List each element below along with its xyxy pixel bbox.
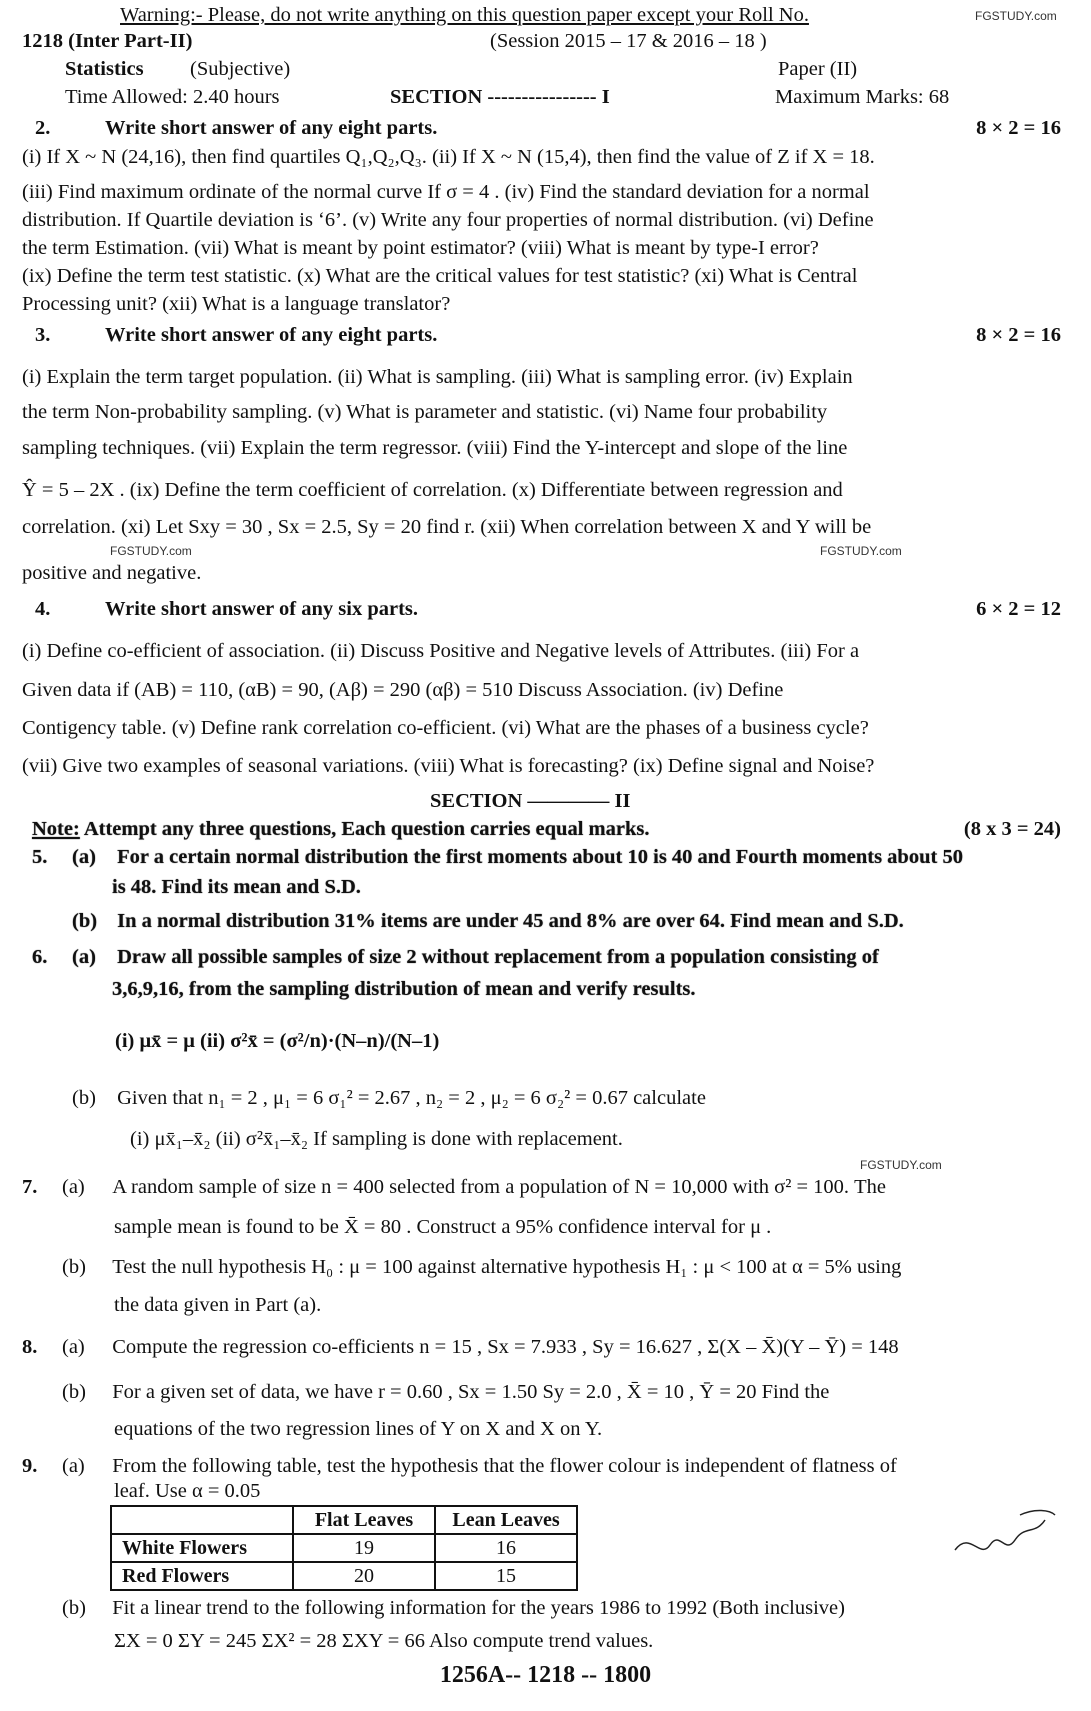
subject-type: (Subjective) [190,58,291,80]
q4-marks: 6 × 2 = 12 [976,598,1061,620]
q2-line: distribution. If Quartile deviation is ‘6’. (v) Write any four properties of normal distribution. (vi) Define [22,209,874,231]
q6a: 6. (a) Draw all possible samples of size 2 without replacement from a population consisting of [32,946,879,968]
q3-heading: 3. Write short answer of any eight parts. [35,324,438,346]
q3-line: sampling techniques. (vii) Explain the term regressor. (viii) Find the Y-intercept and slope of the line [22,437,848,459]
q4-line: Given data if (AB) = 110, (αB) = 90, (Aβ) = 290 (αβ) = 510 Discuss Association. (iv) Define [22,679,784,701]
time-allowed: Time Allowed: 2.40 hours [65,86,280,108]
section-2-note: Note: Attempt any three questions, Each question carries equal marks. [32,818,650,840]
warning: Warning:- Please, do not write anything on this question paper except your Roll No. [120,4,809,26]
watermark: FGSTUDY.com [110,544,192,558]
q3-line: correlation. (xi) Let Sxy = 30 , Sx = 2.5, Sy = 20 find r. (xii) When correlation between X and Y will be [22,516,872,538]
q6b: (b) Given that n₁ = 2 , μ₁ = 6 σ₁² = 2.67 , n₂ = 2 , μ₂ = 6 σ₂² = 0.67 calculate [72,1087,706,1109]
q3-line: the term Non-probability sampling. (v) What is parameter and statistic. (vi) Name four probability [22,401,828,423]
q3-line: Ŷ = 5 – 2X . (ix) Define the term coefficient of correlation. (x) Differentiate between regression and [22,479,843,501]
q5a: 5. (a) For a certain normal distribution the first moments about 10 is 40 and Fourth moments about 50 [32,846,963,868]
q3-marks: 8 × 2 = 16 [976,324,1061,346]
q5b: (b) In a normal distribution 31% items are under 45 and 8% are over 64. Find mean and S.D. [72,910,904,932]
table-row: White Flowers 19 16 [111,1534,577,1562]
q2-marks: 8 × 2 = 16 [976,117,1061,139]
watermark: FGSTUDY.com [860,1158,942,1172]
q2-line: Processing unit? (xii) What is a language translator? [22,293,451,315]
contingency-table [110,1505,578,1591]
q9a-cont: leaf. Use α = 0.05 [114,1480,261,1502]
watermark: FGSTUDY.com [820,544,902,558]
q6a-formula: (i) μx̄ = μ (ii) σ²x̄ = (σ²/n)·(N–n)/(N–1) [115,1030,440,1052]
paper-number: Paper (II) [778,58,858,80]
footer-code: 1256A-- 1218 -- 1800 [439,1662,652,1688]
q6a-cont: 3,6,9,16, from the sampling distribution of mean and verify results. [112,978,696,1000]
handwritten-signature [950,1500,1060,1570]
section-2-marks: (8 x 3 = 24) [963,818,1061,840]
q7a: 7. (a) A random sample of size n = 400 selected from a population of N = 10,000 with σ² = 100. The [22,1176,887,1198]
q2-heading: 2. Write short answer of any eight parts. [35,117,438,139]
q4-line: (i) Define co-efficient of association. (ii) Discuss Positive and Negative levels of Attributes. (iii) For a [22,640,860,662]
watermark: FGSTUDY.com [975,9,1057,23]
section-2-title: SECTION ———— II [430,790,631,812]
q2-line: the term Estimation. (vii) What is meant by point estimator? (viii) What is meant by type-I error? [22,237,819,259]
q9b: (b) Fit a linear trend to the following information for the years 1986 to 1992 (Both inclusive) [62,1597,845,1619]
q8b-cont: equations of the two regression lines of Y on X and X on Y. [114,1418,603,1440]
q4-line: (vii) Give two examples of seasonal variations. (viii) What is forecasting? (ix) Define signal and Noise? [22,755,875,777]
q3-line: (i) Explain the term target population. (ii) What is sampling. (iii) What is sampling error. (iv) Explain [22,366,853,388]
q4-line: Contigency table. (v) Define rank correlation co-efficient. (vi) What are the phases of a business cycle? [22,717,869,739]
q8b: (b) For a given set of data, we have r = 0.60 , Sx = 1.50 Sy = 2.0 , X̄ = 10 , Ȳ = 20 Find the [62,1381,830,1403]
section-1-title: SECTION ---------------- I [390,86,610,108]
q2-line: (i) If X ~ N (24,16), then find quartiles Q₁,Q₂,Q₃. (ii) If X ~ N (15,4), then find the value of Z if X = 18. [22,146,875,168]
q6b-cont: (i) μx̄₁–x̄₂ (ii) σ²x̄₁–x̄₂ If sampling is done with replacement. [130,1128,623,1150]
q9b-cont: ΣX = 0 ΣY = 245 ΣX² = 28 ΣXY = 66 Also compute trend values. [114,1630,654,1652]
table-row: Red Flowers 20 15 [111,1562,577,1590]
q8a: 8. (a) Compute the regression co-efficients n = 15 , Sx = 7.933 , Sy = 16.627 , Σ(X – X̄)(Y – Ȳ) = 148 [22,1336,899,1358]
subject: Statistics [65,58,144,80]
table-header-row: Flat Leaves Lean Leaves [111,1506,577,1534]
q2-line: (ix) Define the term test statistic. (x) What are the critical values for test statistic? (xi) What is Central [22,265,858,287]
session: (Session 2015 – 17 & 2016 – 18 ) [490,30,767,52]
q7b: (b) Test the null hypothesis H₀ : μ = 100 against alternative hypothesis H₁ : μ < 100 at α = 5% using [62,1256,902,1278]
q9a: 9. (a) From the following table, test the hypothesis that the flower colour is independent of flatness of [22,1455,897,1477]
q2-line: (iii) Find maximum ordinate of the normal curve If σ = 4 . (iv) Find the standard deviation for a normal [22,181,870,203]
q7b-cont: the data given in Part (a). [114,1294,322,1316]
paper-code: 1218 (Inter Part-II) [22,30,193,52]
q5a-cont: is 48. Find its mean and S.D. [112,876,361,898]
q3-line: positive and negative. [22,562,202,584]
q4-heading: 4. Write short answer of any six parts. [35,598,418,620]
q7a-cont: sample mean is found to be X̄ = 80 . Construct a 95% confidence interval for μ . [114,1216,772,1238]
max-marks: Maximum Marks: 68 [775,86,950,108]
